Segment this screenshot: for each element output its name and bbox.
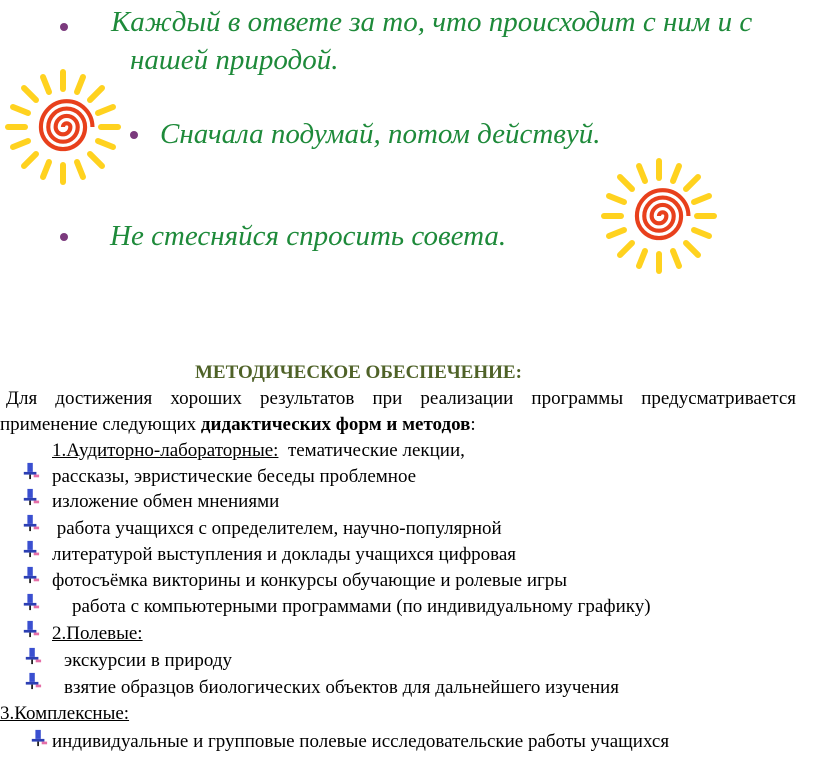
pushpin-icon bbox=[22, 566, 40, 584]
sun-icon bbox=[4, 68, 122, 186]
pushpin-icon bbox=[30, 729, 48, 747]
list-line: взятие образцов биологических объектов для дальнейшего изучения bbox=[64, 677, 619, 698]
list-line: литературой выступления и доклады учащихся цифровая bbox=[52, 544, 517, 565]
pushpin-icon bbox=[24, 672, 42, 690]
list-line: работа учащихся с определителем, научно-популярной bbox=[52, 518, 502, 539]
intro-bold: дидактических форм и методов bbox=[200, 414, 471, 435]
list-item-2 bbox=[52, 623, 143, 645]
intro-text-end: : bbox=[470, 414, 476, 435]
bullet-dot bbox=[60, 23, 68, 31]
bullet-dot bbox=[130, 131, 138, 139]
maxim-1-line-2: нашей природой. bbox=[130, 44, 339, 76]
section-title: МЕТОДИЧЕСКОЕ ОБЕСПЕЧЕНИЕ: bbox=[195, 362, 522, 383]
pushpin-icon bbox=[22, 514, 40, 532]
list-line: фотосъёмка викторины и конкурсы обучающие и ролевые игры bbox=[52, 570, 568, 591]
list-line: рассказы, эвристические беседы проблемное bbox=[52, 466, 417, 487]
intro-text-start: применение следующих bbox=[0, 414, 201, 435]
list-label-2: 2.Полевые: bbox=[52, 623, 143, 644]
pushpin-icon bbox=[22, 462, 40, 480]
pushpin-icon bbox=[22, 593, 40, 611]
intro-line-2 bbox=[0, 414, 476, 436]
list-line: индивидуальные и групповые полевые исследовательские работы учащихся bbox=[52, 731, 670, 752]
list-item-3 bbox=[0, 703, 129, 725]
list-label-3: 3.Комплексные: bbox=[0, 703, 130, 724]
pushpin-icon bbox=[22, 540, 40, 558]
intro-text: Для достижения хороших результатов при реализации программы предусматривается bbox=[6, 388, 796, 409]
maxim-2: Сначала подумай, потом действуй. bbox=[160, 118, 601, 150]
list-line: работа с компьютерными программами (по индивидуальному графику) bbox=[72, 596, 651, 617]
maxim-3: Не стесняйся спросить совета. bbox=[110, 220, 507, 252]
intro-line-1 bbox=[6, 388, 796, 410]
pushpin-icon bbox=[22, 488, 40, 506]
list-label-1: 1.Аудиторно-лабораторные: bbox=[52, 440, 279, 461]
list-item-1 bbox=[52, 440, 465, 462]
list-text: тематические лекции, bbox=[278, 440, 465, 461]
pushpin-icon bbox=[22, 620, 40, 638]
list-line: экскурсии в природу bbox=[64, 650, 233, 671]
bullet-dot bbox=[60, 233, 68, 241]
maxim-1-line-1: Каждый в ответе за то, что происходит с ним и с bbox=[111, 6, 753, 38]
list-line: изложение обмен мнениями bbox=[52, 491, 280, 512]
sun-icon bbox=[600, 157, 718, 275]
pushpin-icon bbox=[24, 647, 42, 665]
